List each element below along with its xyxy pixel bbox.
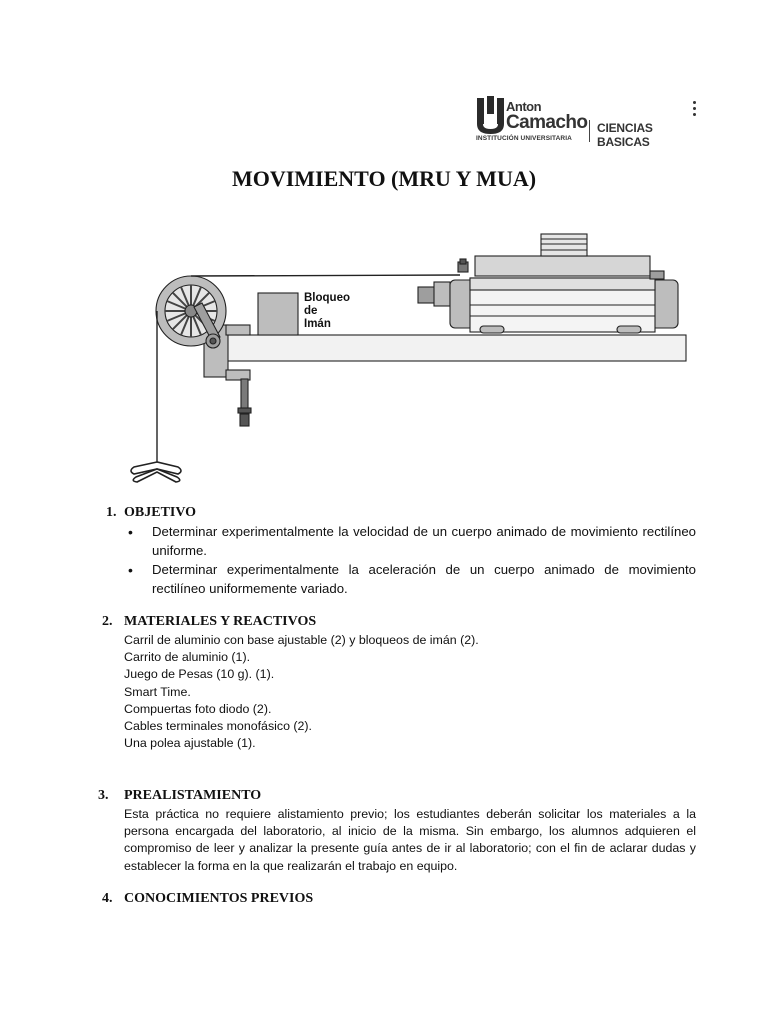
magnet-label-line-2: de [304, 305, 318, 317]
logo-department-text: CIENCIAS BASICAS [597, 121, 653, 149]
logo-mark-icon [476, 96, 506, 136]
materials-list [124, 632, 479, 752]
section-4-number: 4. [102, 891, 113, 906]
aluminium-cart [418, 234, 678, 333]
section-1-number: 1. [106, 505, 117, 520]
section-3-heading: PREALISTAMIENTO [124, 788, 262, 803]
logo-institution-text: INSTITUCIÓN UNIVERSITARIA [476, 135, 572, 142]
list-item: Carrito de aluminio (1). [124, 650, 251, 665]
logo-camacho-text: Camacho [506, 112, 588, 133]
section-2-heading: MATERIALES Y REACTIVOS [124, 614, 317, 629]
list-item: Una polea ajustable (1). [124, 736, 256, 751]
list-item: Smart Time. [124, 684, 191, 699]
list-item: Cables terminales monofásico (2). [124, 719, 313, 734]
institution-logo [476, 94, 706, 149]
section-1-heading: OBJETIVO [124, 505, 197, 520]
magnet-label [304, 292, 353, 330]
magnet-label-line-3: Imán [304, 318, 331, 330]
magnet-label-line-1: Bloqueo [304, 292, 350, 304]
objective-item: • Determinar experimentalmente la aceleración de un cuerpo animado de movimiento rectilíneo uniformemente variado. [124, 561, 696, 598]
logo-anton-text: Anton [506, 99, 542, 114]
section-2-number: 2. [102, 614, 113, 629]
track-apparatus-diagram [120, 225, 700, 495]
magnet-block [258, 293, 298, 335]
page-title: MOVIMIENTO (MRU Y MUA) [231, 166, 537, 191]
objective-list [124, 523, 696, 599]
section-4-heading: CONOCIMIENTOS PREVIOS [124, 891, 314, 906]
list-item: Juego de Pesas (10 g). (1). [124, 667, 275, 682]
logo-separator [589, 120, 590, 142]
aluminium-rail [220, 335, 686, 361]
weight-hanger [131, 462, 181, 482]
prealistamiento-text: Esta práctica no requiere alistamiento previo; los estudiantes deberán solicitar los materiales a la persona encargada del laboratorio, al inicio de la misma. Sin embargo, los alumnos adquieren el compromiso de leer y analizar la presente guía antes de ir al laboratorio; con el fin de aclarar dudas y establecer la forma en la que realizarán el trabajo en equipo. [124, 807, 696, 873]
list-item: Compuertas foto diodo (2). [124, 701, 272, 716]
list-item: Carril de aluminio con base ajustable (2) y bloqueos de imán (2). [124, 633, 479, 647]
section-3-number: 3. [98, 788, 109, 803]
objective-item: • Determinar experimentalmente la velocidad de un cuerpo animado de movimiento rectilíneo uniforme. [124, 523, 696, 560]
